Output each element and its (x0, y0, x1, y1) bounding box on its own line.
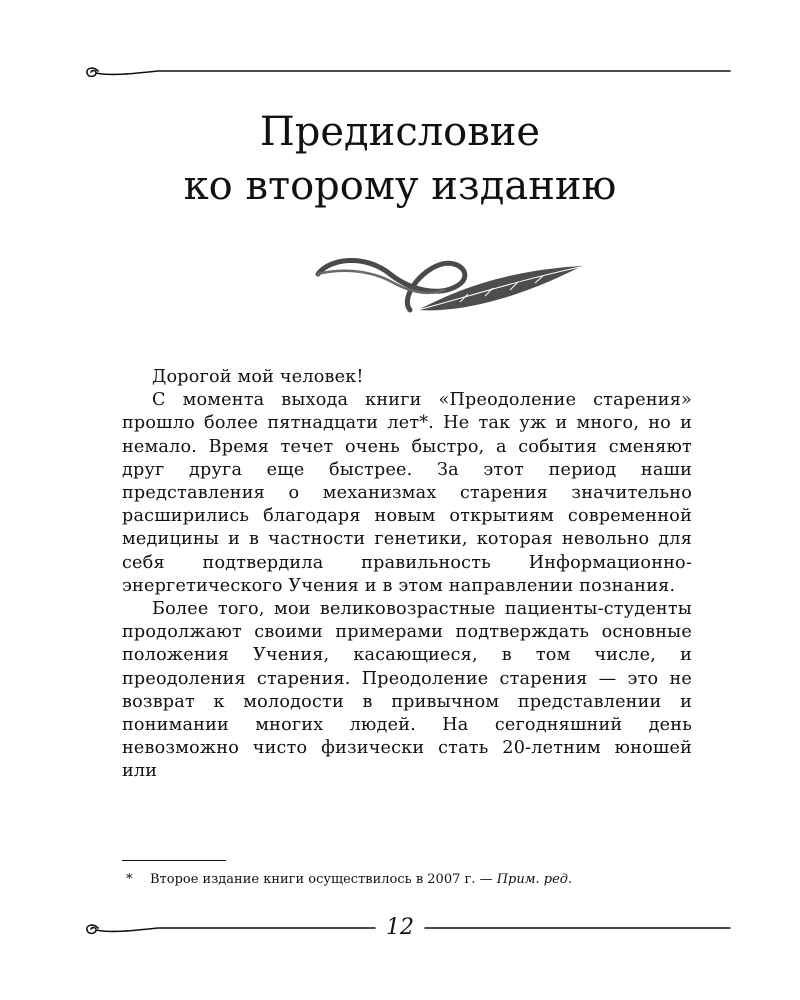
footnote (126, 871, 706, 889)
footnote-divider (122, 860, 226, 861)
page-number: 12 (380, 913, 420, 943)
page-title (0, 105, 800, 213)
quill-flourish-icon (310, 248, 590, 318)
footnote-mark: * (126, 872, 133, 887)
footnote-editor-note: Прим. ред. (496, 872, 573, 887)
body-text (122, 366, 692, 784)
title-line-1: Предисловие (259, 109, 541, 155)
title-line-2: ко второму изданию (183, 163, 617, 209)
footnote-text: Второе издание книги осуществилось в 2007 г. — (150, 872, 497, 887)
body-paragraph-2: Более того, мои великовозрастные пациенты-студенты продолжают своими примерами подтверждать основные положения Учения, касающиеся, в том числе, и преодоления старения. Преодоление старения — это не возврат к молодости в привычном представлении и понимании многих людей. На сегодняшний день невозможно чисто физически стать 20-летним юношей или (122, 599, 692, 782)
top-decorative-rule (0, 58, 800, 88)
body-paragraph-1: С момента выхода книги «Преодоление старения» прошло более пятнадцати лет*. Не так уж и много, но и немало. Время течет очень быстро, а события сменяют друг друга еще быстрее. За этот период наши представления о механизмах старения значительно расширились благодаря новым открытиям современной медицины и в частности генетики, которая невольно для себя подтвердила правильность Информационно-энергетического Учения и в этом направлении познания. (122, 390, 692, 596)
greeting-paragraph: Дорогой мой человек! (152, 367, 364, 387)
